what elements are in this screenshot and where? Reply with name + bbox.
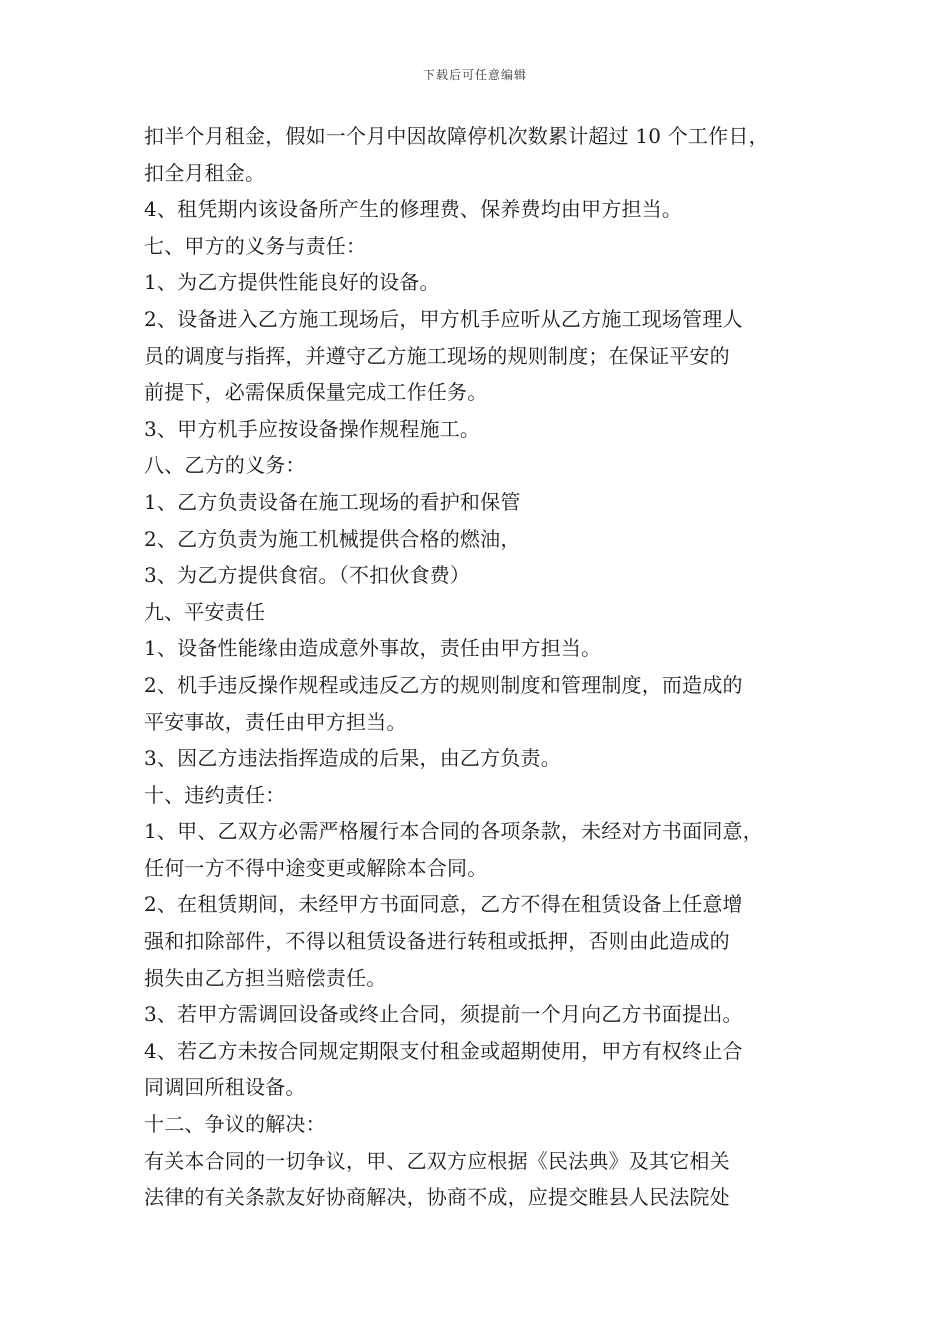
page-header: 下载后可任意编辑 <box>422 68 527 82</box>
section-heading: 十二、争议的解决： <box>144 1112 326 1137</box>
text-line: 扣全月租金。 <box>144 160 266 185</box>
text-line: 2、在租赁期间，未经甲方书面同意，乙方不得在租赁设备上任意增 <box>144 892 743 917</box>
text-line: 1、甲、乙双方必需严格履行本合同的各项条款，未经对方书面同意， <box>144 819 763 844</box>
text-line: 2、设备进入乙方施工现场后，甲方机手应听从乙方施工现场管理人 <box>144 306 743 331</box>
text-line: 前提下，必需保质保量完成工作任务。 <box>144 380 488 405</box>
text-line: 1、为乙方提供性能良好的设备。 <box>144 270 440 295</box>
text-line: 同调回所租设备。 <box>144 1075 306 1100</box>
section-heading: 九、平安责任 <box>144 599 266 624</box>
section-heading: 十、违约责任： <box>144 782 286 807</box>
text-line: 3、为乙方提供食宿。（不扣伙食费） <box>144 563 471 588</box>
document-body <box>144 118 834 1216</box>
text-line: 1、乙方负责设备在施工现场的看护和保管 <box>144 489 521 514</box>
text-line: 1、设备性能缘由造成意外事故，责任由甲方担当。 <box>144 636 602 661</box>
text-line: 扣半个月租金，假如一个月中因故障停机次数累计超过 10 个工作日， <box>144 124 769 148</box>
text-line: 2、机手违反操作规程或违反乙方的规则制度和管理制度，而造成的 <box>144 672 743 697</box>
text-line: 3、甲方机手应按设备操作规程施工。 <box>144 416 481 441</box>
section-heading: 八、乙方的义务： <box>144 453 306 478</box>
text-line: 强和扣除部件，不得以租赁设备进行转租或抵押，否则由此造成的 <box>144 929 730 954</box>
section-heading: 七、甲方的义务与责任： <box>144 233 367 258</box>
text-line: 2、乙方负责为施工机械提供合格的燃油， <box>144 526 521 551</box>
text-line: 3、因乙方违法指挥造成的后果，由乙方负责。 <box>144 746 561 771</box>
text-line: 员的调度与指挥，并遵守乙方施工现场的规则制度；在保证平安的 <box>144 343 730 368</box>
text-line: 3、若甲方需调回设备或终止合同，须提前一个月向乙方书面提出。 <box>144 1002 743 1027</box>
text-line: 任何一方不得中途变更或解除本合同。 <box>144 855 488 880</box>
text-line: 4、租凭期内该设备所产生的修理费、保养费均由甲方担当。 <box>144 197 683 222</box>
text-line: 法律的有关条款友好协商解决，协商不成，应提交睢县人民法院处 <box>144 1185 730 1210</box>
text-line: 4、若乙方未按合同规定期限支付租金或超期使用，甲方有权终止合 <box>144 1038 743 1063</box>
text-line: 有关本合同的一切争议，甲、乙双方应根据《民法典》及其它相关 <box>144 1148 730 1173</box>
text-line: 损失由乙方担当赔偿责任。 <box>144 965 387 990</box>
text-line: 平安事故，责任由甲方担当。 <box>144 709 407 734</box>
